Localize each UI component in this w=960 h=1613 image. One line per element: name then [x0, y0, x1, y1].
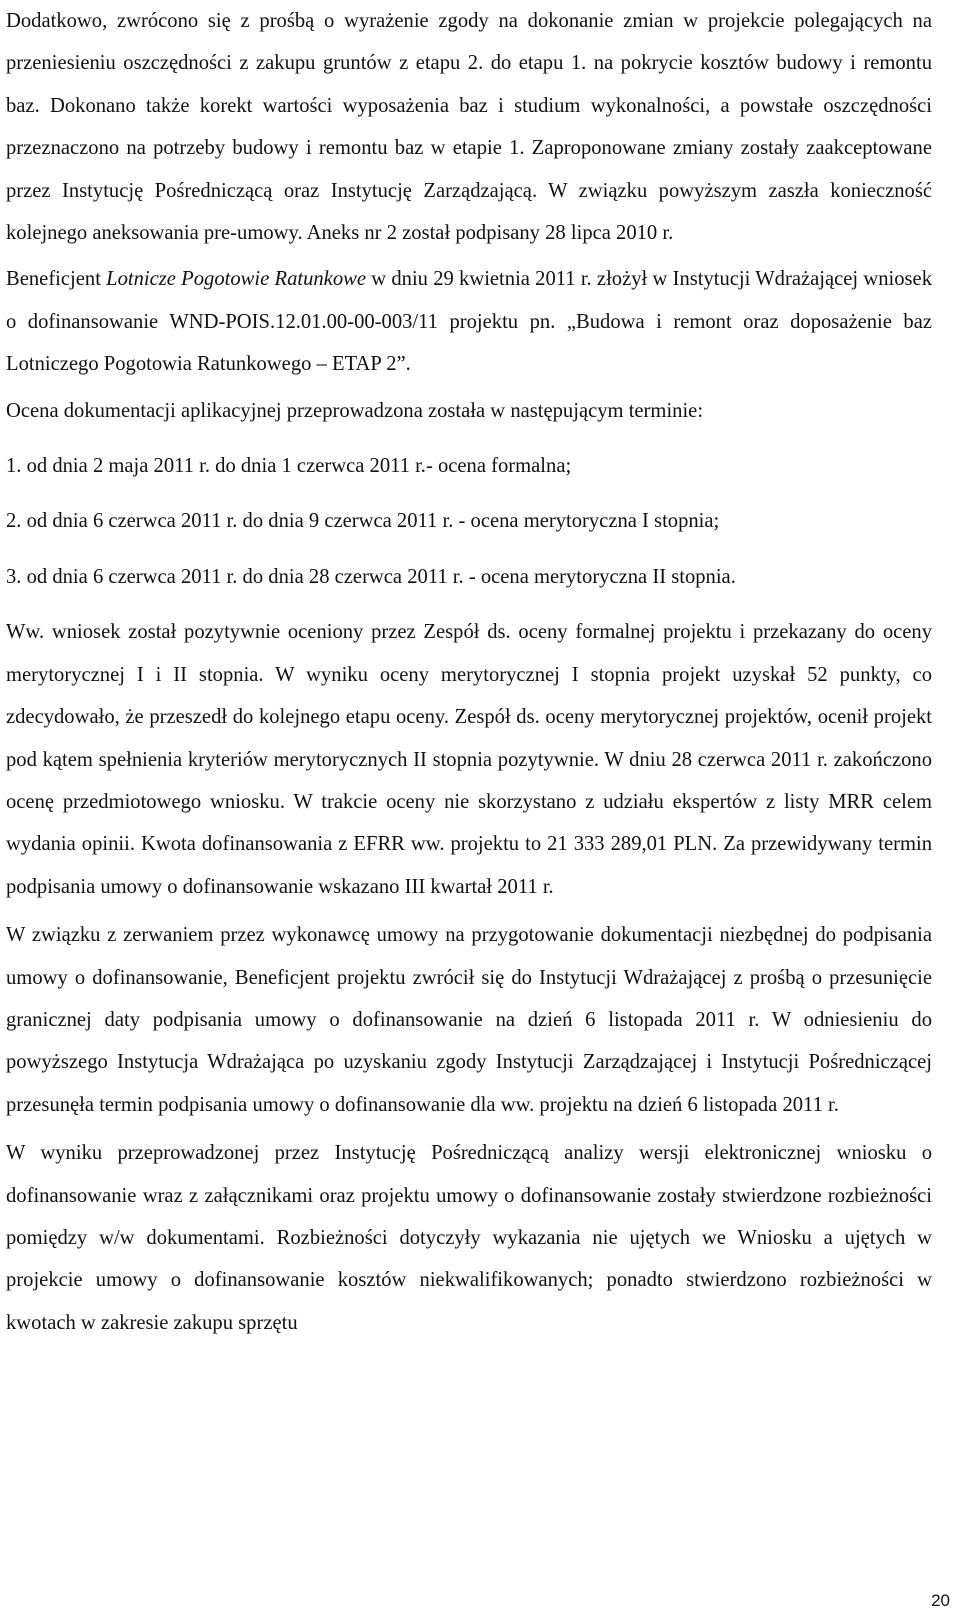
list-item: 2. od dnia 6 czerwca 2011 r. do dnia 9 czerwca 2011 r. - ocena merytoryczna I stopnia;: [6, 510, 720, 533]
paragraph-application-rest: w dniu 29 kwietnia 2011 r. złożył w Instytucji Wdrażającej wniosek o dofinansowanie WND-POIS.12.01.00-00-003/11 projektu pn. „Budowa i remont oraz doposażenie baz Lotniczego Pogotowia Ratunkowego – ETAP 2”.: [6, 268, 932, 376]
list-item: 1. od dnia 2 maja 2011 r. do dnia 1 czerwca 2011 r.- ocena formalna;: [6, 455, 572, 478]
paragraph-application: [6, 258, 932, 385]
paragraph-application-lead: Beneficjent: [6, 268, 107, 291]
list-item: 3. od dnia 6 czerwca 2011 r. do dnia 28 czerwca 2011 r. - ocena merytoryczna II stopnia.: [6, 565, 736, 588]
evaluation-schedule-list: [6, 445, 932, 598]
paragraph-discrepancies: W wyniku przeprowadzonej przez Instytucję Pośredniczącą analizy wersji elektronicznej wniosku o dofinansowanie wraz z załącznikami oraz projektu umowy o dofinansowanie zostały stwierdzone rozbieżności pomiędzy w/w dokumentami. Rozbieżności dotyczyły wykazania nie ujętych we Wniosku a ujętych w projekcie umowy o dofinansowanie kosztów niekwalifikowanych; ponadto stwierdzono rozbieżności w kwotach w zakresie zakupu sprzętu: [6, 1142, 932, 1334]
paragraph-deadline-shift: W związku z zerwaniem przez wykonawcę umowy na przygotowanie dokumentacji niezbędnej do podpisania umowy o dofinansowanie, Beneficjent projektu zwrócił się do Instytucji Wdrażającej z prośbą o przesunięcie granicznej daty podpisania umowy o dofinansowanie na dzień 6 listopada 2011 r. W odniesieniu do powyższego Instytucja Wdrażająca po uzyskaniu zgody Instytucji Zarządzającej i Instytucji Pośredniczącej przesunęła termin podpisania umowy o dofinansowanie dla ww. projektu na dzień 6 listopada 2011 r.: [6, 924, 932, 1116]
page-number: 20: [931, 1591, 950, 1610]
beneficiary-name: Lotnicze Pogotowie Ratunkowe: [106, 268, 367, 291]
paragraph-amendments: Dodatkowo, zwrócono się z prośbą o wyrażenie zgody na dokonanie zmian w projekcie polegających na przeniesieniu oszczędności z zakupu gruntów z etapu 2. do etapu 1. na pokrycie kosztów budowy i remontu baz. Dokonano także korekt wartości wyposażenia baz i studium wykonalności, a powstałe oszczędności przeznaczono na potrzeby budowy i remontu baz w etapie 1. Zaproponowane zmiany zostały zaakceptowane przez Instytucję Pośredniczącą oraz Instytucję Zarządzającą. W związku powyższym zaszła konieczność kolejnego aneksowania pre-umowy. Aneks nr 2 został podpisany 28 lipca 2010 r.: [6, 10, 932, 245]
paragraph-evaluation-result: Ww. wniosek został pozytywnie oceniony przez Zespół ds. oceny formalnej projektu i przekazany do oceny merytorycznej I i II stopnia. W wyniku oceny merytorycznej I stopnia projekt uzyskał 52 punkty, co zdecydowało, że przeszedł do kolejnego etapu oceny. Zespół ds. oceny merytorycznej projektów, ocenił projekt pod kątem spełnienia kryteriów merytorycznych II stopnia pozytywnie. W dniu 28 czerwca 2011 r. zakończono ocenę przedmiotowego wniosku. W trakcie oceny nie skorzystano z udziału ekspertów z listy MRR celem wydania opinii. Kwota dofinansowania z EFRR ww. projektu to 21 333 289,01 PLN. Za przewidywany termin podpisania umowy o dofinansowanie wskazano III kwartał 2011 r.: [6, 621, 932, 898]
document-page: [6, 0, 932, 1344]
paragraph-evaluation-intro: Ocena dokumentacji aplikacyjnej przeprowadzona została w następującym terminie:: [6, 399, 704, 422]
